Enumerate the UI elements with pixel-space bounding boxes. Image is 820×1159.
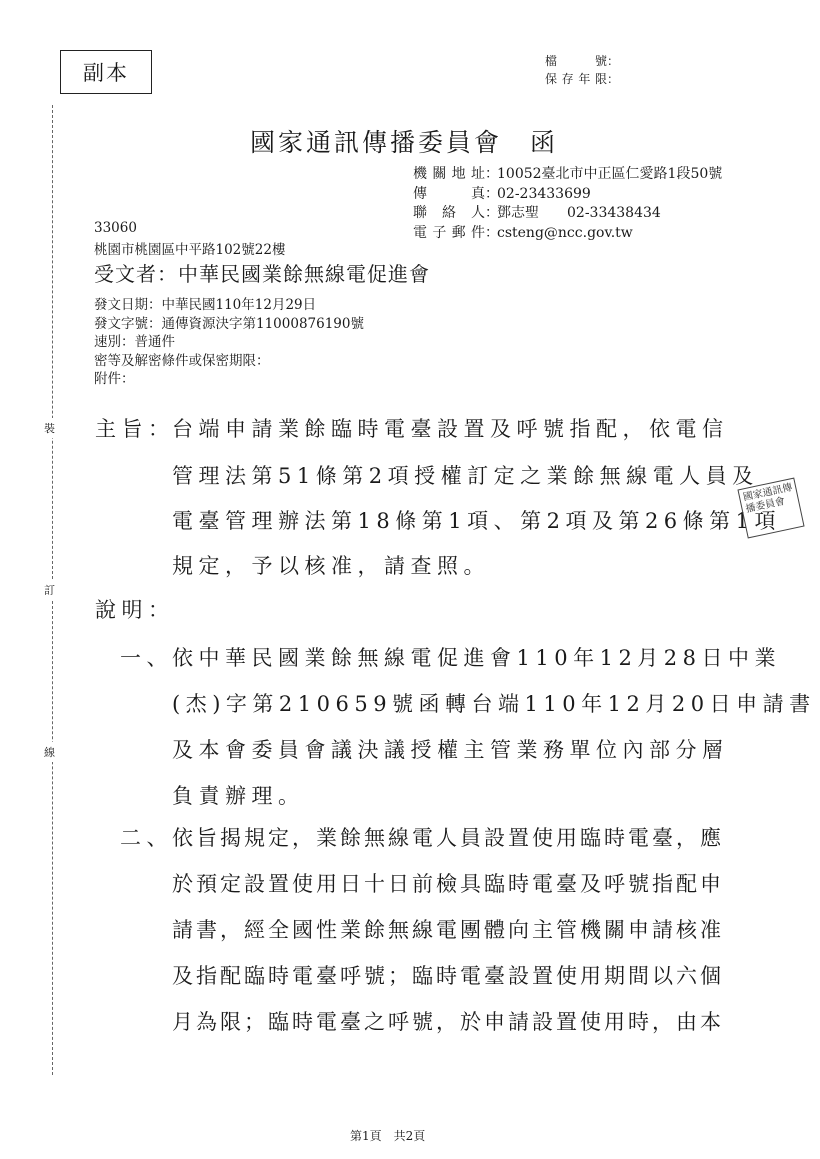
subject-label: 主旨：: [95, 417, 175, 441]
subject-line: 規定，予以核准，請查照。: [172, 554, 490, 578]
confidentiality: 密等及解密條件或保密期限：: [94, 352, 270, 369]
retention-colon: ：: [607, 72, 620, 86]
item-marker-1: 一、: [120, 646, 173, 670]
binding-mark-zhuang: 裝: [44, 418, 55, 438]
contact-label: 聯絡人: [413, 205, 485, 221]
item-2-line: 月為限；臨時電臺之呼號，於申請設置使用時，由本: [172, 1010, 724, 1034]
fax-label: 傳真: [413, 185, 485, 202]
document-title: 國家通訊傳播委員會 函: [250, 128, 559, 157]
issue-date: 發文日期：中華民國110年12月29日: [94, 297, 317, 313]
subject-line: 台端申請業餘臨時電臺設置及呼號指配，依電信: [172, 417, 729, 441]
file-number-colon: ：: [607, 54, 620, 68]
item-1-line: (杰)字第210659號函轉台端110年12月20日申請書: [172, 692, 816, 716]
item-2-line: 依旨揭規定，業餘無線電人員設置使用臨時電臺，應: [172, 826, 724, 850]
explanation-label: 說明：: [95, 598, 175, 622]
retention-label: 保存年限: [545, 72, 607, 86]
address-value: 10052臺北市中正區仁愛路1段50號: [497, 166, 723, 182]
binding-mark-xian: 線: [44, 742, 55, 762]
seal-stamp: [737, 478, 804, 539]
subject-line: 電臺管理辦法第18條第1項、第2項及第26條第1項: [172, 509, 782, 533]
speed-class: 速別：普通件: [94, 334, 175, 350]
file-meta: [545, 52, 619, 88]
contact-value: 鄧志聖 02-33438434: [497, 205, 661, 221]
binding-mark-ding: 訂: [44, 580, 55, 600]
attachments: 附件：: [94, 371, 135, 387]
item-2-line: 及指配臨時電臺呼號；臨時電臺設置使用期間以六個: [172, 964, 724, 988]
item-2-line: 請書，經全國性業餘無線電團體向主管機關申請核准: [172, 918, 724, 942]
address-label: 機關地址: [413, 166, 485, 182]
agency-info: 機關地址 ： 10052臺北市中正區仁愛路1段50號 傳真 ： 02-23433699 聯絡人 ： 鄧志聖 02-33438434 電子郵件 ： csteng@ncc.gov.tw: [413, 165, 722, 243]
meta-block: [94, 296, 364, 389]
seal-stamp-text: 國家通訊傳播委員會: [742, 482, 794, 516]
recipient: 受文者：中華民國業餘無線電促進會: [94, 262, 430, 286]
email-value: csteng@ncc.gov.tw: [497, 224, 633, 241]
item-1-line: 依中華民國業餘無線電促進會110年12月28日中業: [172, 646, 782, 670]
page-footer: 第1頁 共2頁: [350, 1129, 426, 1143]
fax-value: 02-23433699: [497, 185, 591, 202]
recipient-postcode: 33060: [94, 220, 137, 236]
issue-number: 發文字號：通傳資源決字第11000876190號: [94, 315, 364, 332]
copy-mark: 副本: [60, 50, 152, 94]
item-marker-2: 二、: [120, 826, 173, 850]
file-number-label: 檔號: [545, 54, 607, 68]
item-1-line: 負責辦理。: [172, 784, 305, 808]
item-2-line: 於預定設置使用日十日前檢具臨時電臺及呼號指配申: [172, 872, 724, 896]
subject-line: 管理法第51條第2項授權訂定之業餘無線電人員及: [172, 464, 759, 488]
recipient-address: 桃園市桃園區中平路102號22樓: [94, 242, 286, 258]
email-label: 電子郵件: [413, 224, 485, 241]
item-1-line: 及本會委員會議決議授權主管業務單位內部分層: [172, 738, 729, 762]
